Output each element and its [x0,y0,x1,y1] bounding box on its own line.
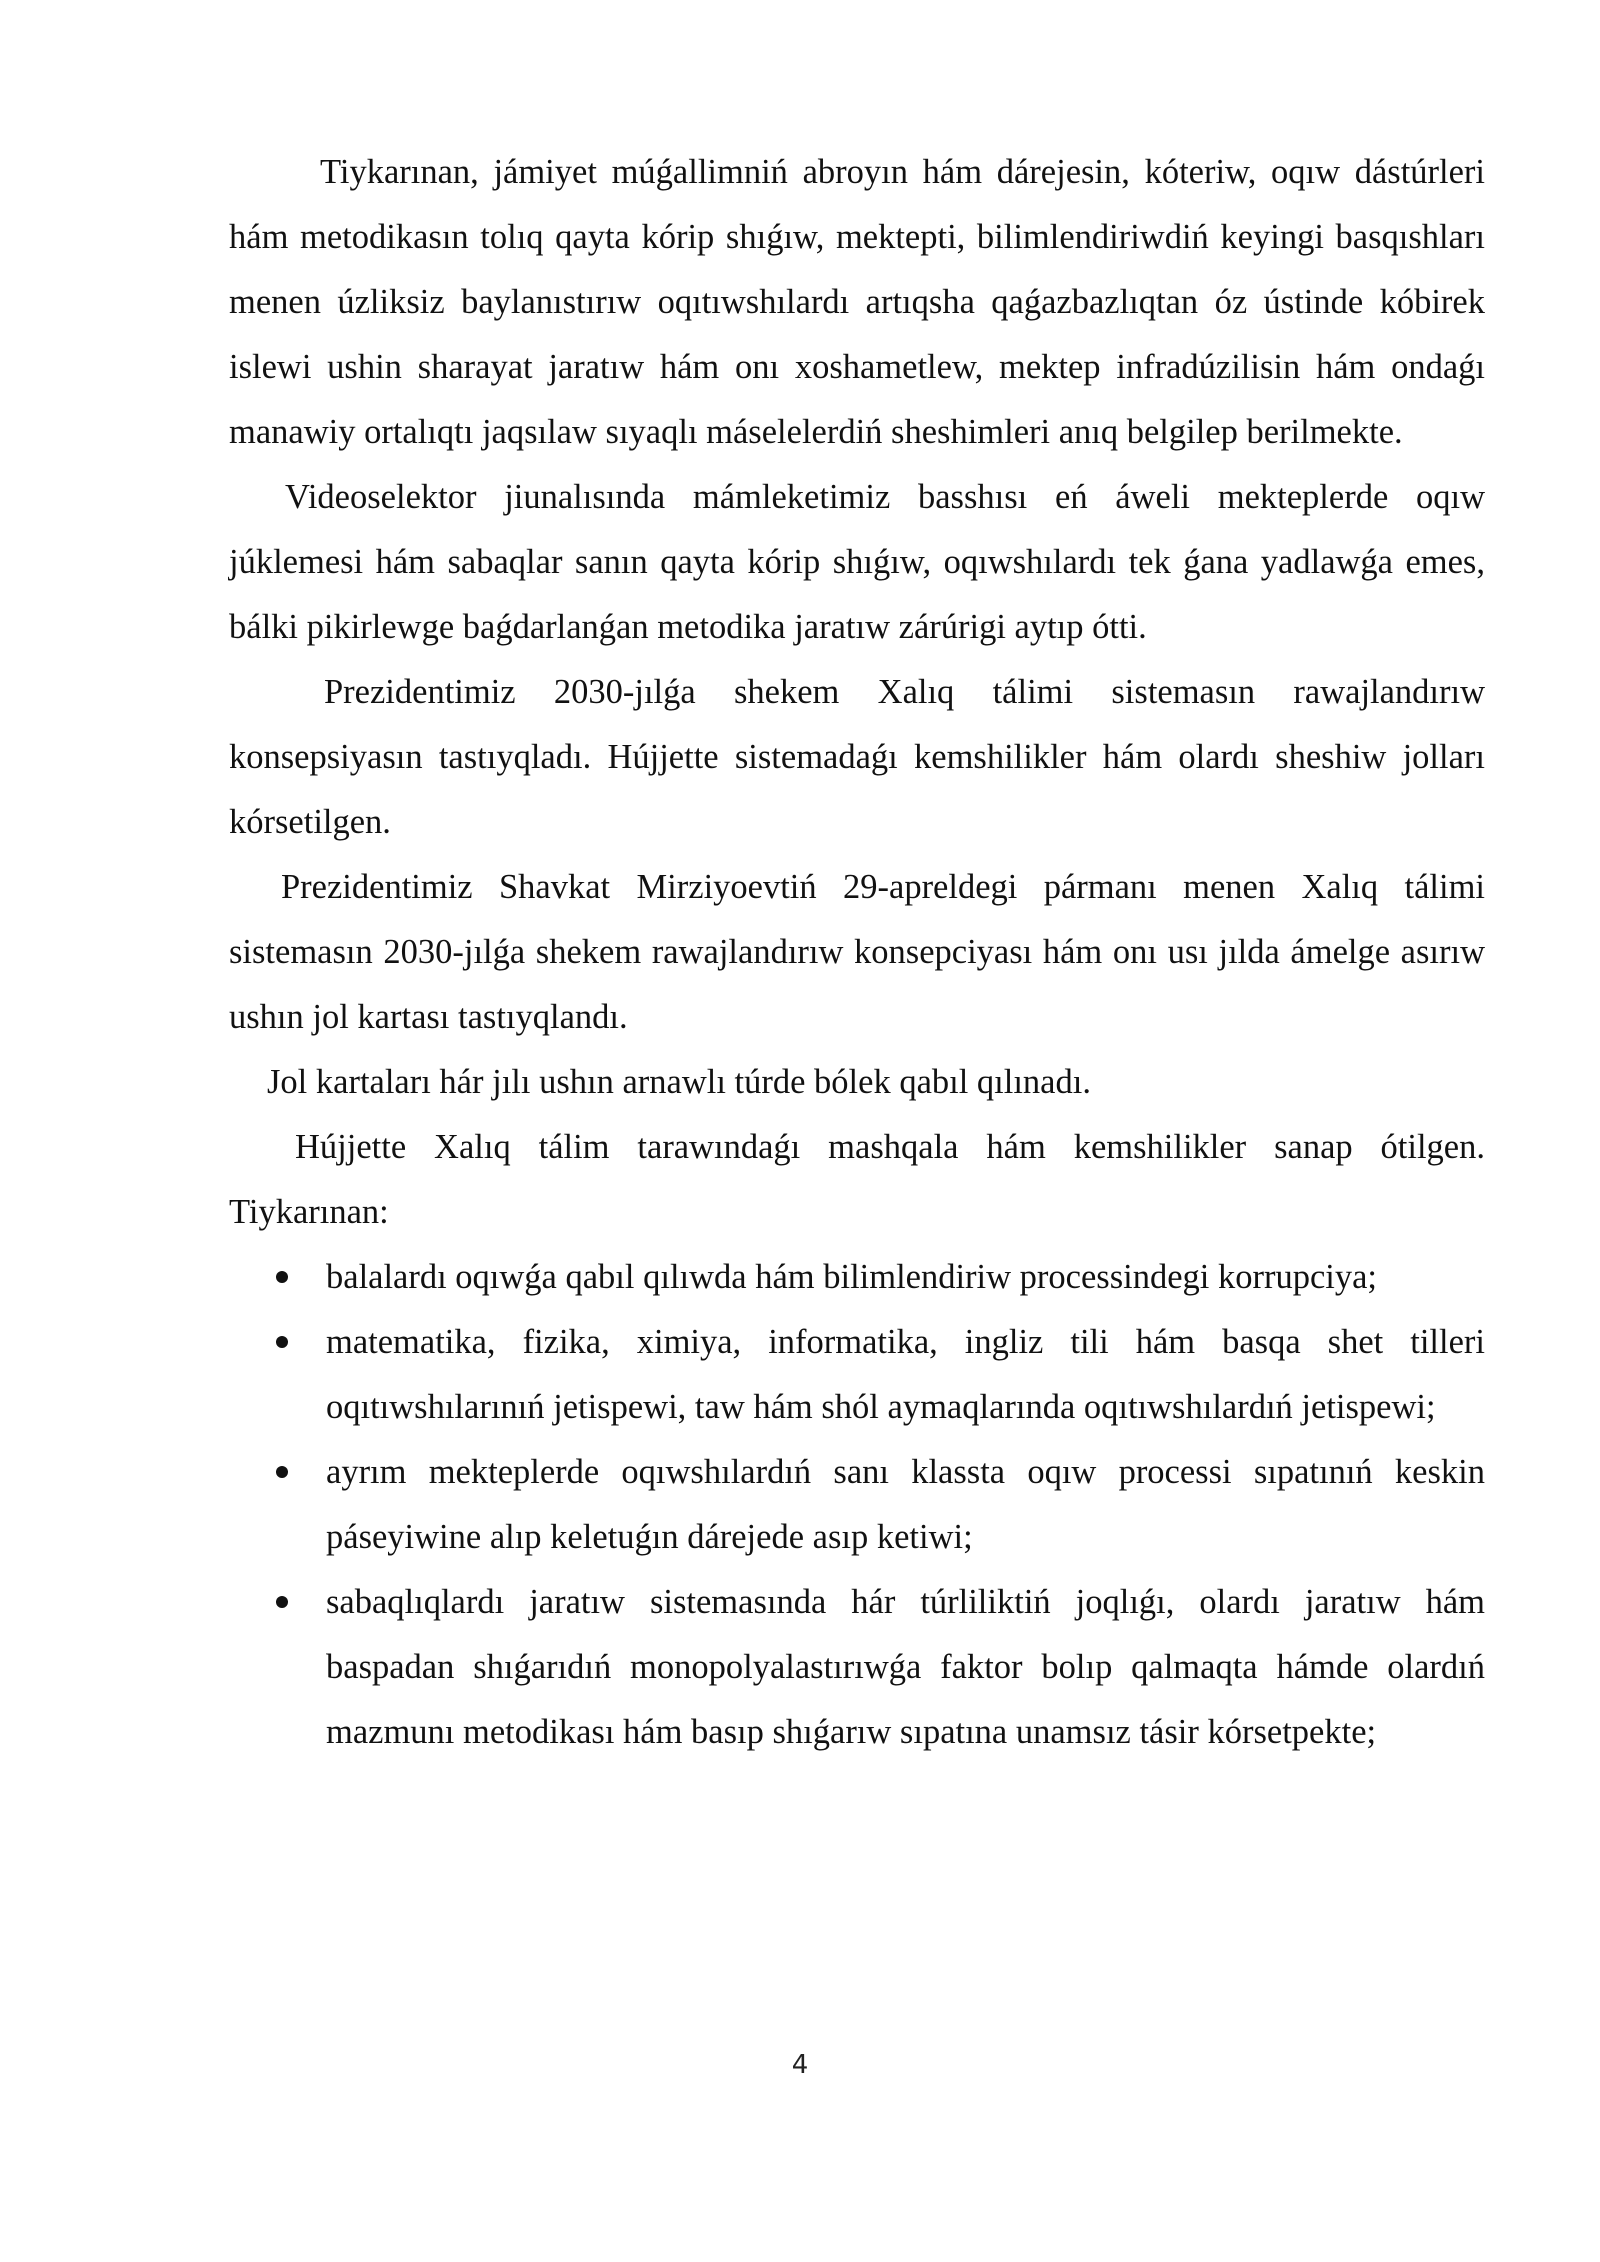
bullet-icon [276,1336,288,1348]
list-item [229,1245,1485,1310]
list-item [229,1440,1485,1570]
page-number: 4 [791,2050,809,2080]
paragraph-3: Prezidentimiz 2030-jılǵa shekem Xalıq tálimi sistemasın rawajlandırıw konsepsiyasın tastıyqladı. Hújjette sistemadaǵı kemshilikler hám olardı sheshiw jolları kórsetilgen. [229,673,1485,841]
list-item-text: balalardı oqıwǵa qabıl qılıwda hám bilimlendiriw processindegi korrupciya; [326,1258,1378,1296]
list-item-text: matematika, fizika, ximiya, informatika, ingliz tili hám basqa shet tilleri oqıtıwshılarınıń jetispewi, taw hám shól aymaqlarında oqıtıwshılardıń jetispewi; [326,1323,1485,1426]
paragraph-4: Prezidentimiz Shavkat Mirziyoevtiń 29-apreldegi pármanı menen Xalıq tálimi sistemasın 2030-jılǵa shekem rawajlandırıw konsepciyası hám onı usı jılda ámelge asırıw ushın jol kartası tastıyqlandı. [229,868,1485,1036]
list-item [229,1570,1485,1765]
bullet-list [229,1245,1485,1765]
bullet-icon [276,1596,288,1608]
paragraph-2: Videoselektor jiunalısında mámleketimiz basshısı eń áweli mekteplerde oqıw júklemesi hám sabaqlar sanın qayta kórip shıǵıw, oqıwshılardı tek ǵana yadlawǵa emes, bálki pikirlewge baǵdarlanǵan metodika jaratıw zárúrigi aytıp ótti. [229,478,1485,646]
list-item-text: ayrım mekteplerde oqıwshılardıń sanı klassta oqıw processi sıpatınıń keskin páseyiwine alıp keletuǵın dárejede asıp ketiwi; [326,1453,1485,1556]
document-page [229,140,1485,1765]
bullet-icon [276,1466,288,1478]
paragraph-5: Jol kartaları hár jılı ushın arnawlı túrde bólek qabıl qılınadı. [267,1063,1091,1101]
list-item [229,1310,1485,1440]
bullet-icon [276,1271,288,1283]
paragraph-1: Tiykarınan, jámiyet múǵallimniń abroyın hám dárejesin, kóteriw, oqıw dástúrleri hám metodikasın tolıq qayta kórip shıǵıw, mektepti, bilimlendiriwdiń keyingi basqıshları menen úzliksiz baylanıstırıw oqıtıwshılardı artıqsha qaǵazbazlıqtan óz ústinde kóbirek islewi ushin sharayat jaratıw hám onı xoshametlew, mektep infradúzilisin hám ondaǵı manawiy ortalıqtı jaqsılaw sıyaqlı máselelerdiń sheshimleri anıq belgilep berilmekte. [229,153,1485,451]
paragraph-6: Hújjette Xalıq tálim tarawındaǵı mashqala hám kemshilikler sanap ótilgen. Tiykarınan: [229,1128,1485,1231]
list-item-text: sabaqlıqlardı jaratıw sistemasında hár túrliliktiń joqlıǵı, olardı jaratıw hám baspadan shıǵarıdıń monopolyalastırıwǵa faktor bolıp qalmaqta hámde olardıń mazmunı metodikası hám basıp shıǵarıw sıpatına unamsız tásir kórsetpekte; [326,1583,1485,1751]
